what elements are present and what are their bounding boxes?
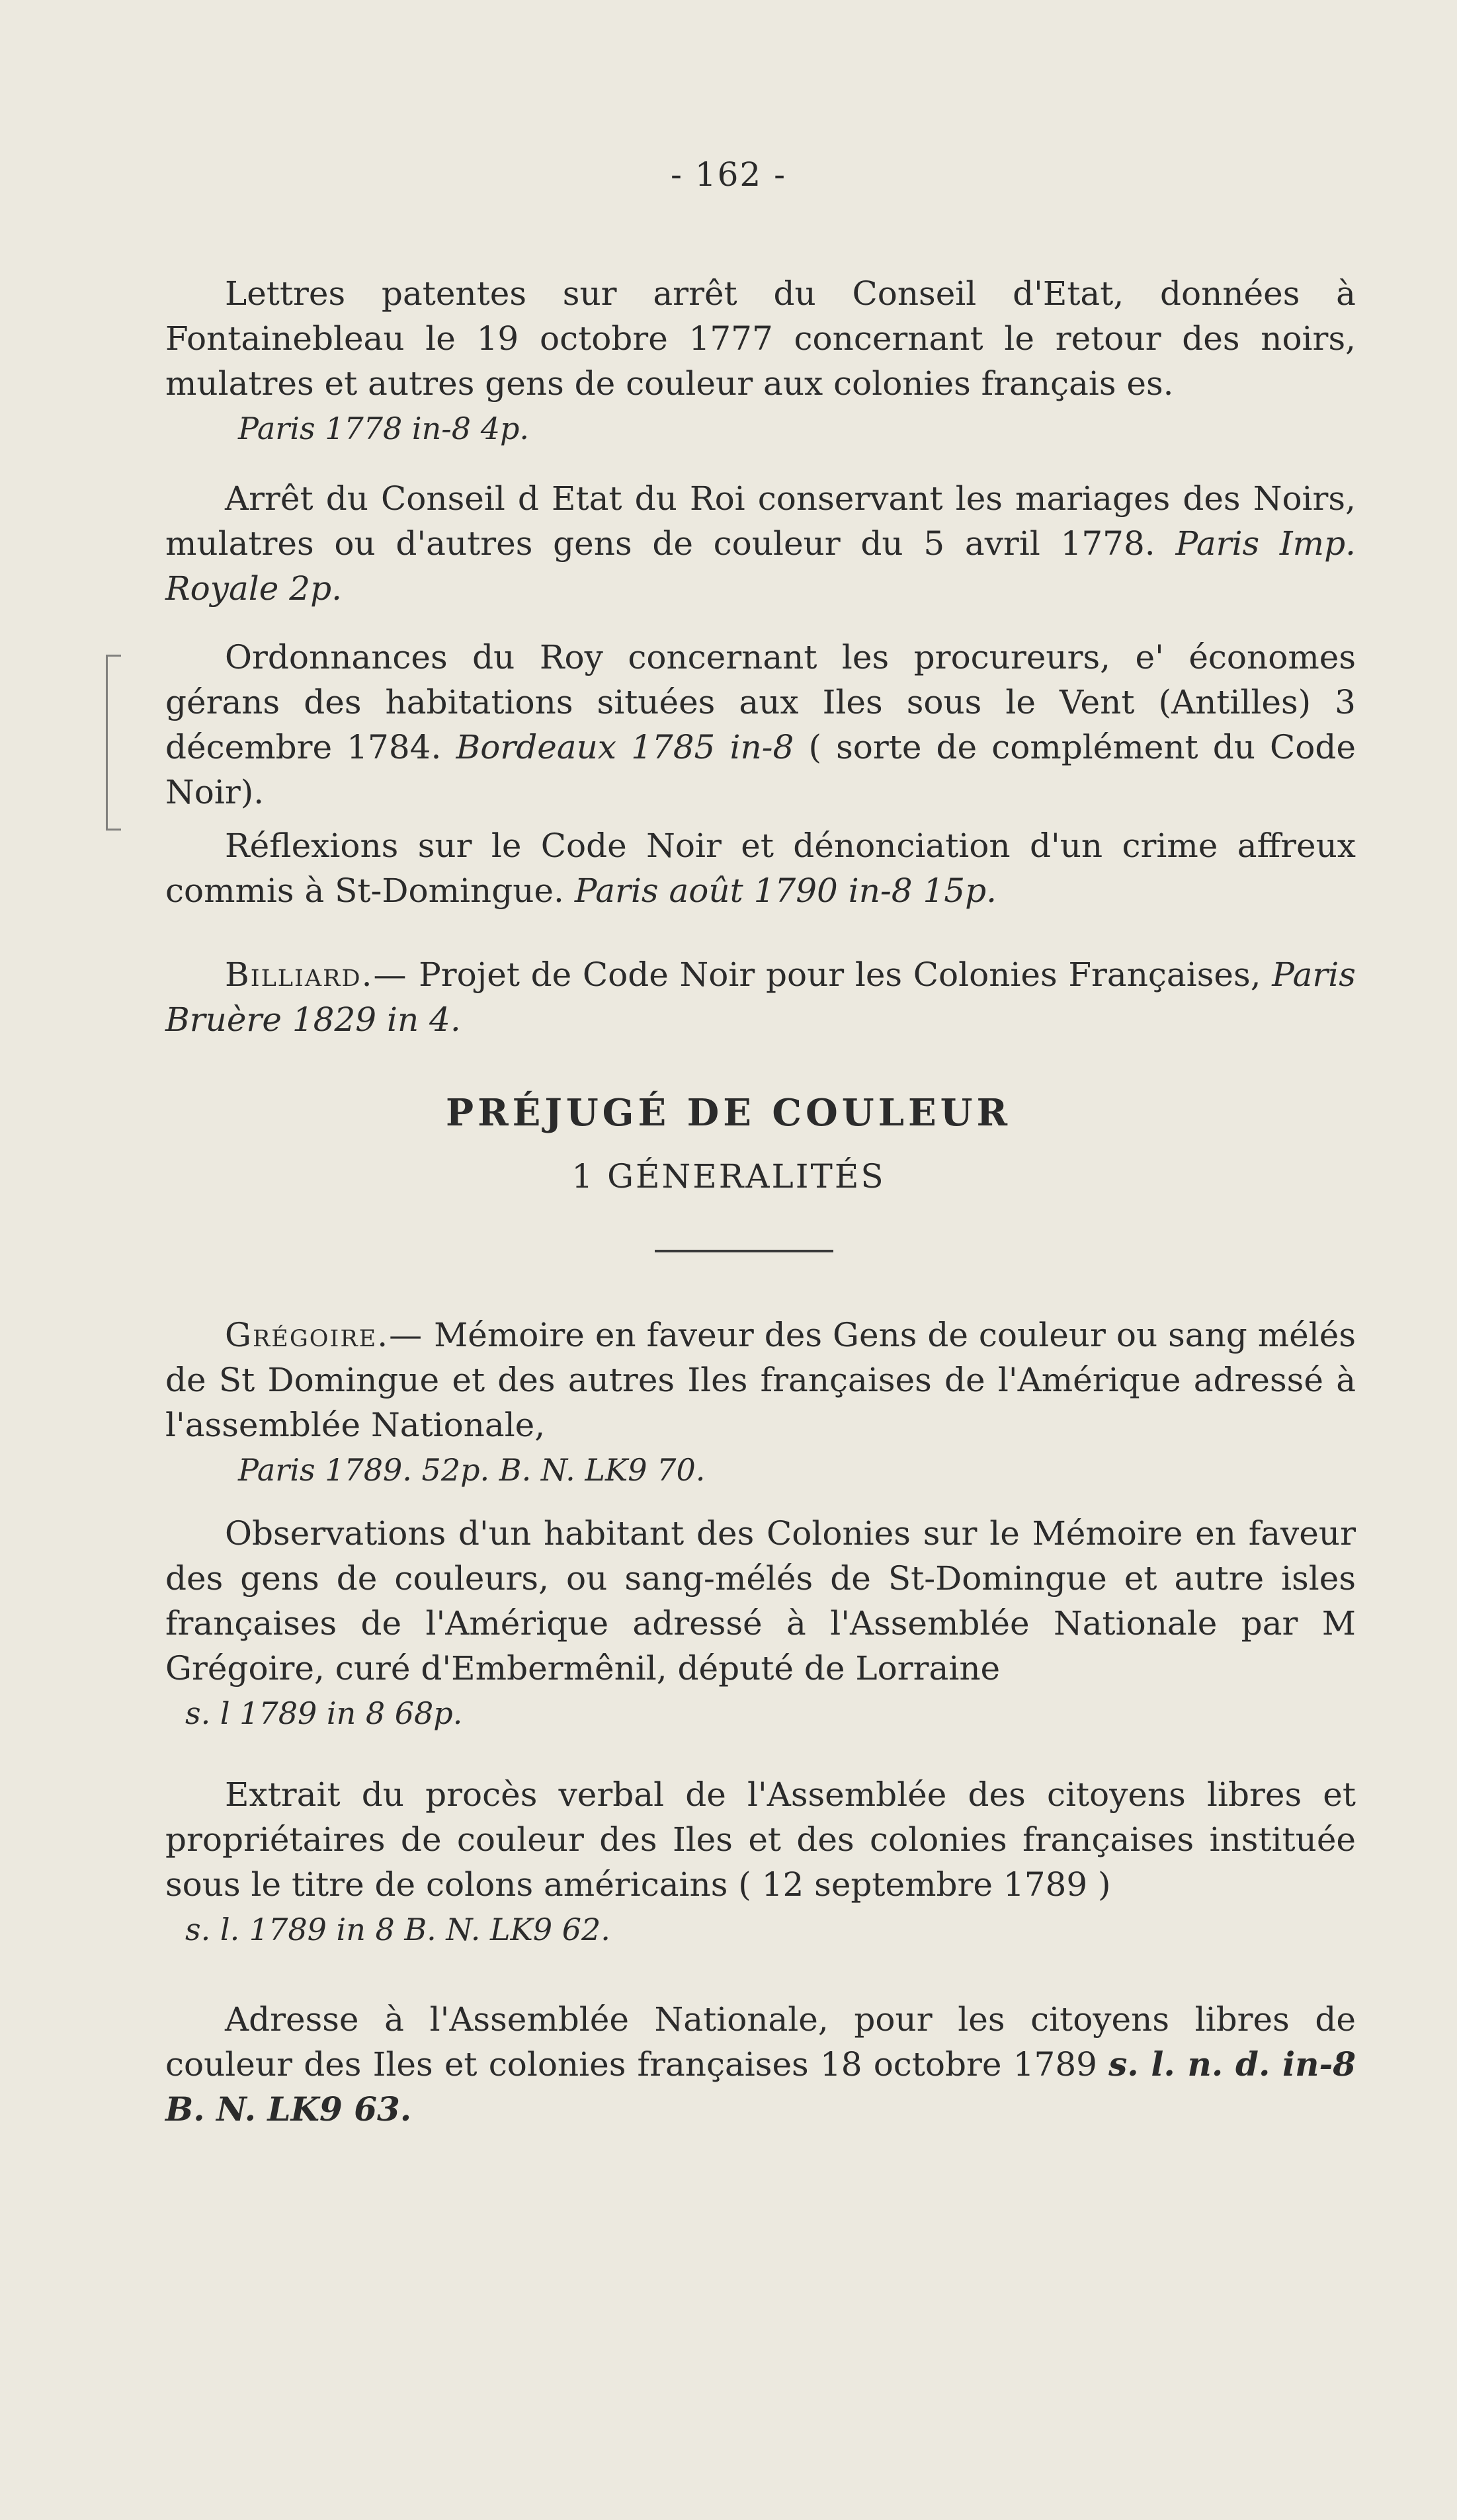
entry-text: Adresse à l'Assemblée Nationale, pour les citoyens libres de couleur des Iles et colonies françaises 18 octobre 1789: [165, 2000, 1356, 2084]
entry-adresse: [165, 1997, 1356, 2132]
entry-gregoire: [165, 1313, 1356, 1492]
entry-author: Grégoire.—: [225, 1316, 424, 1354]
entry-arret-conseil: [165, 476, 1356, 611]
entry-text: Réflexions sur le Code Noir et dénonciation d'un crime affreux commis à St-Domingue.: [165, 827, 1356, 910]
entry-text: Arrêt du Conseil d Etat du Roi conservant les mariages des Noirs, mulatres ou d'autres gens de couleur du 5 avril 1778.: [165, 479, 1356, 563]
entry-text: Extrait du procès verbal de l'Assemblée des citoyens libres et propriétaires de couleur des Iles et des colonies françaises instituée sous le titre de colons américains ( 12 septembre 1789 ): [165, 1775, 1356, 1904]
section-subtitle: 1 GÉNERALITÉS: [571, 1157, 886, 1196]
entry-text: Lettres patentes sur arrêt du Conseil d'Etat, données à Fontainebleau le 19 octobre 1777 concernant le retour des noirs, mulatres et autres gens de couleur aux colonies français es.: [165, 274, 1356, 403]
entry-imprint: Paris 1778 in-8 4p.: [238, 411, 530, 446]
entry-text: Ordonnances du Roy concernant les procureurs, e' économes gérans des habitations situées aux Iles sous le Vent (Antilles) 3 décembre 1784.: [165, 638, 1356, 766]
entry-author: Billiard.—: [225, 955, 408, 994]
entry-text: Observations d'un habitant des Colonies sur le Mémoire en faveur des gens de couleurs, ou sang-mélés de St-Domingue et autre isles françaises de l'Amérique adressé à l'Assemblée Nationale par M Grégoire, curé d'Embermênil, député de Lorraine: [165, 1514, 1356, 1687]
page-number: - 162 -: [670, 155, 786, 194]
entry-text: Projet de Code Noir pour les Colonies Françaises,: [419, 955, 1261, 994]
entry-imprint: s. l 1789 in 8 68p.: [185, 1695, 463, 1731]
entry-text: Mémoire en faveur des Gens de couleur ou sang mélés de St Domingue et des autres Iles françaises de l'Amérique adressé à l'assemblée Nationale,: [165, 1316, 1356, 1444]
entry-observations: [165, 1511, 1356, 1736]
entry-imprint: Paris Bruère 1829 in 4.: [165, 955, 1356, 1039]
entry-imprint: s. l. n. d. in-8 B. N. LK9 63.: [165, 2045, 1356, 2129]
entry-imprint: Paris août 1790 in-8 15p.: [574, 872, 997, 910]
entry-imprint: Paris 1789. 52p. B. N. LK9 70.: [238, 1452, 706, 1488]
entry-note: ( sorte de complément du Code Noir).: [165, 728, 1356, 811]
section-title: PRÉJUGÉ DE COULEUR: [445, 1091, 1012, 1135]
entry-imprint: s. l. 1789 in 8 B. N. LK9 62.: [185, 1912, 610, 1947]
entry-billiard: [165, 952, 1356, 1042]
section-divider: [655, 1250, 833, 1252]
entry-extrait: [165, 1772, 1356, 1952]
entry-imprint: Bordeaux 1785 in-8: [456, 728, 794, 766]
entry-imprint: Paris Imp. Royale 2p.: [165, 524, 1356, 608]
entry-lettres-patentes: [165, 271, 1356, 451]
entry-ordonnances: [165, 635, 1356, 815]
entry-reflexions: [165, 823, 1356, 913]
margin-bracket-mark: [106, 655, 121, 831]
